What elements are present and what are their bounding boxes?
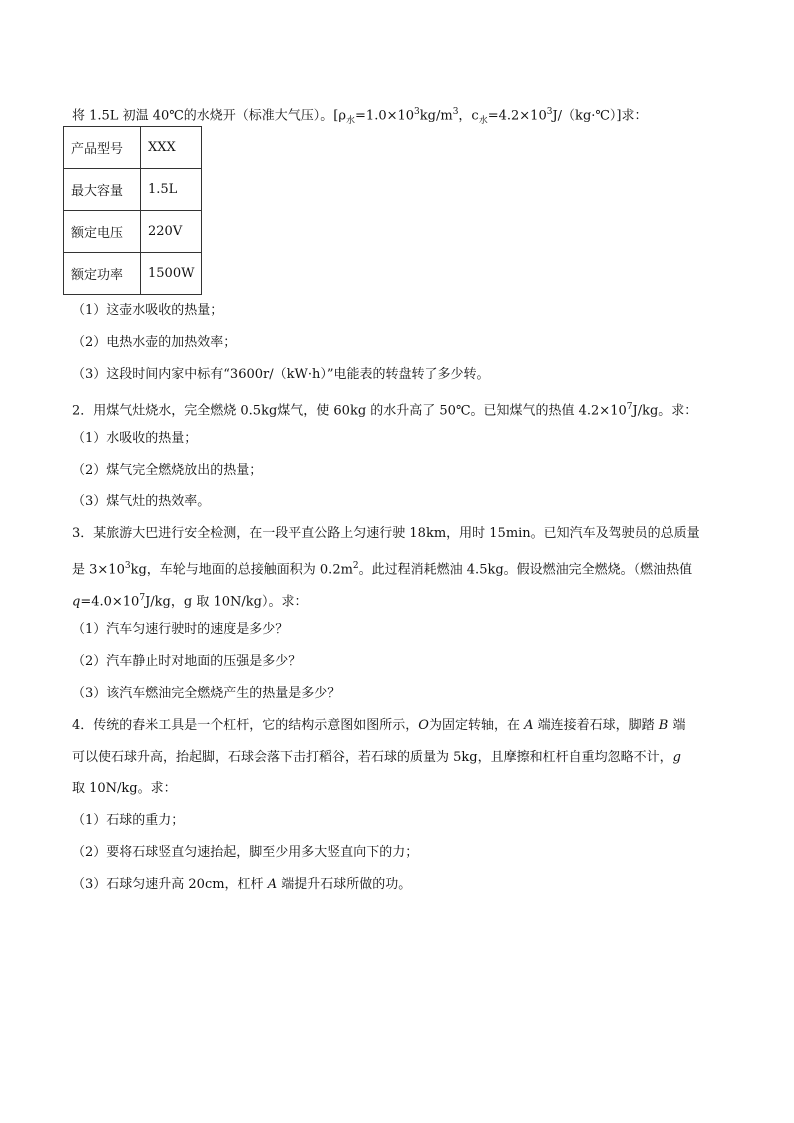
intro-text: 将 1.5L 初温 40℃的水烧开（标准大气压）。[ρ bbox=[72, 108, 347, 124]
spec-key: 额定电压 bbox=[64, 211, 141, 253]
exponent: 7 bbox=[626, 402, 633, 412]
exponent: 3 bbox=[124, 561, 131, 571]
table-row bbox=[64, 253, 202, 295]
point-o: O bbox=[418, 718, 429, 733]
exponent: 3 bbox=[452, 107, 459, 117]
intro-text: kg/m bbox=[419, 108, 453, 124]
q4-sub3 bbox=[72, 876, 411, 894]
q1-sub2: （2）电热水壶的加热效率； bbox=[72, 335, 237, 350]
table-row bbox=[64, 211, 202, 253]
point-a: A bbox=[524, 718, 534, 733]
q4-text: 为固定转轴，在 bbox=[428, 718, 525, 733]
table-row bbox=[64, 127, 202, 169]
q4-text: 端 bbox=[668, 718, 686, 733]
c-subscript: 水 bbox=[478, 115, 488, 126]
q4-text: 端连接着石球，脚踏 bbox=[533, 718, 659, 733]
q3-sub2: （2）汽车静止时对地面的压强是多少？ bbox=[72, 654, 302, 669]
spec-table bbox=[63, 126, 202, 295]
q4-line3: 取 10N/kg。求： bbox=[72, 781, 177, 796]
rho-subscript: 水 bbox=[346, 115, 356, 126]
exponent: 3 bbox=[414, 107, 420, 117]
q2-sub2: （2）煤气完全燃烧放出的热量； bbox=[72, 463, 263, 478]
intro-text: J/（kg·℃）]求： bbox=[552, 108, 648, 124]
q3-line1: 3．某旅游大巴进行安全检测，在一段平直公路上匀速行驶 18km，用时 15min。已知汽车及驾驶员的总质量 bbox=[72, 526, 700, 541]
intro-text: =1.0×10 bbox=[355, 108, 415, 124]
q4-text: 4．传统的舂米工具是一个杠杆，它的结构示意图如图所示， bbox=[72, 718, 419, 733]
q3-line2 bbox=[72, 557, 692, 579]
q4-line1 bbox=[72, 717, 685, 735]
table-row bbox=[64, 169, 202, 211]
q2-text: 2．用煤气灶烧水，完全燃烧 0.5kg煤气，使 60kg 的水升高了 50℃。已知煤气的热值 4.2×10 bbox=[72, 403, 627, 419]
q2-sub3: （3）煤气灶的热效率。 bbox=[72, 494, 211, 509]
intro-text: =4.2×10 bbox=[487, 108, 547, 124]
q3-line3 bbox=[72, 589, 307, 611]
q3-text: 是 3×10 bbox=[72, 562, 125, 578]
spec-key: 产品型号 bbox=[64, 127, 141, 169]
q4-text: 可以使石球升高，抬起脚，石球会落下击打稻谷，若石球的质量为 5kg，且摩擦和杠杆自重均忽略不计， bbox=[72, 750, 673, 765]
spec-key: 最大容量 bbox=[64, 169, 141, 211]
q1-sub3: （3）这段时间内家中标有“3600r/（kW·h）”电能表的转盘转了多少转。 bbox=[72, 367, 490, 382]
g-symbol: g bbox=[672, 750, 681, 765]
q3-sub3: （3）该汽车燃油完全燃烧产生的热量是多少？ bbox=[72, 686, 341, 701]
q3-text: =4.0×10 bbox=[80, 594, 140, 610]
spec-key: 额定功率 bbox=[64, 253, 141, 295]
spec-value: 220V bbox=[141, 211, 202, 253]
q3-text: kg，车轮与地面的总接触面积为 0.2m bbox=[130, 562, 353, 578]
spec-value: 1500W bbox=[141, 253, 202, 295]
point-b: B bbox=[658, 718, 669, 733]
point-a: A bbox=[267, 877, 278, 892]
q4-sub1: （1）石球的重力； bbox=[72, 813, 185, 828]
q3-sub1: （1）汽车匀速行驶时的速度是多少？ bbox=[72, 622, 289, 637]
exponent: 3 bbox=[546, 107, 553, 117]
intro-text: ，c bbox=[458, 108, 479, 124]
q2-text: J/kg。求： bbox=[632, 403, 698, 419]
q1-sub1: （1）这壶水吸收的热量； bbox=[72, 303, 224, 318]
q4-text: （3）石球匀速升高 20cm，杠杆 bbox=[72, 877, 268, 892]
spec-value: 1.5L bbox=[141, 169, 202, 211]
q3-text: J/kg，g 取 10N/kg）。求： bbox=[145, 594, 308, 610]
q-symbol: q bbox=[72, 594, 81, 610]
q2-sub1: （1）水吸收的热量； bbox=[72, 431, 198, 446]
exponent: 2 bbox=[352, 561, 359, 571]
q3-text: 。此过程消耗燃油 4.5kg。假设燃油完全燃烧。（燃油热值 bbox=[358, 562, 693, 578]
q4-text: 端提升石球所做的功。 bbox=[277, 877, 412, 892]
q4-line2 bbox=[72, 749, 681, 767]
spec-value: XXX bbox=[141, 127, 202, 169]
q2-stem bbox=[72, 398, 697, 420]
q4-sub2: （2）要将石球竖直匀速抬起，脚至少用多大竖直向下的力； bbox=[72, 845, 419, 860]
exponent: 7 bbox=[139, 593, 146, 603]
